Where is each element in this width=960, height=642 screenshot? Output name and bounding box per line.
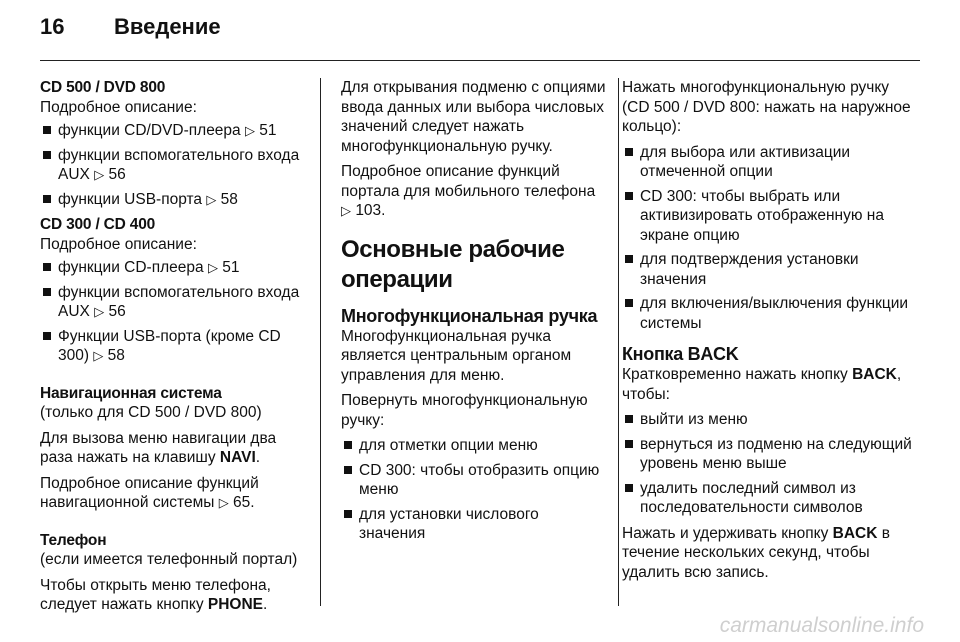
list-item: Функции USB-порта (кроме CD 300) ▷ 58 xyxy=(40,327,308,366)
telephone-note: (если имеется телефонный портал) xyxy=(40,551,298,568)
back-button-heading: Кнопка BACK xyxy=(622,344,739,364)
back-long-press: Нажать и удерживать кнопку BACK в течение нескольких секунд, чтобы удалить всю запись. xyxy=(622,524,890,581)
cd500-list xyxy=(40,121,308,209)
back-key: BACK xyxy=(832,524,878,542)
section-cd500-title: CD 500 / DVD 800 xyxy=(40,79,166,96)
column-divider-2 xyxy=(618,78,619,606)
list-item: для подтверждения установки значения xyxy=(622,250,914,289)
list-item: функции вспомогательного входа AUX ▷ 56 xyxy=(40,283,308,322)
reference-arrow-icon: ▷ xyxy=(94,304,105,319)
reference-arrow-icon: ▷ xyxy=(341,203,351,218)
header-rule xyxy=(40,60,920,61)
list-item: CD 300: чтобы выбрать или активизировать отображенную на экране опцию xyxy=(622,187,914,246)
back-list xyxy=(622,410,914,518)
reference-arrow-icon: ▷ xyxy=(207,260,218,275)
reference-arrow-icon: ▷ xyxy=(93,348,104,363)
reference-arrow-icon: ▷ xyxy=(244,123,255,138)
list-item: функции вспомогательного входа AUX ▷ 56 xyxy=(40,146,308,185)
navigation-note: (только для CD 500 / DVD 800) xyxy=(40,404,262,421)
list-item: удалить последний символ из последовательности символов xyxy=(622,479,914,518)
submenu-paragraph: Для открывания подменю с опциями ввода данных или выбора числовых значений следует нажать многофункциональную ручку. xyxy=(341,79,606,155)
section-cd300-desc: Подробное описание: xyxy=(40,235,197,253)
list-item: функции CD/DVD-плеера ▷ 51 xyxy=(40,121,308,141)
list-item: CD 300: чтобы отобразить опцию меню xyxy=(341,461,609,500)
list-item: выйти из меню xyxy=(622,410,914,430)
telephone-paragraph: Чтобы открыть меню телефона, следует нажать кнопку PHONE. xyxy=(40,576,271,613)
list-item: для включения/выключения функции системы xyxy=(622,294,914,333)
list-item: для отметки опции меню xyxy=(341,436,609,456)
back-key: BACK xyxy=(852,366,897,383)
page-number: 16 xyxy=(40,14,65,39)
press-instruction: Нажать многофункциональную ручку (CD 500 / DVD 800: нажать на наружное кольцо): xyxy=(622,79,911,135)
list-item: для выбора или активизации отмеченной опции xyxy=(622,143,914,182)
list-item: функции USB-порта ▷ 58 xyxy=(40,190,308,210)
column-divider-1 xyxy=(320,78,321,606)
navigation-paragraph: Для вызова меню навигации два раза нажать на клавишу NAVI. xyxy=(40,429,277,466)
telephone-title: Телефон xyxy=(40,531,107,549)
navigation-title: Навигационная система xyxy=(40,384,222,402)
navigation-detail: Подробное описание функций навигационной системы ▷ 65. xyxy=(40,474,259,511)
section-cd500-desc: Подробное описание: xyxy=(40,98,197,116)
column-2 xyxy=(341,78,609,550)
list-item: вернуться из подменю на следующий уровень меню выше xyxy=(622,435,914,474)
page-title: Введение xyxy=(114,14,221,39)
cd300-list xyxy=(40,258,308,366)
navi-key: NAVI xyxy=(219,449,256,466)
column-1 xyxy=(40,78,308,621)
watermark: carmanualsonline.info xyxy=(719,614,924,637)
reference-arrow-icon: ▷ xyxy=(218,495,229,510)
rotate-instruction: Повернуть многофункциональную ручку: xyxy=(341,392,588,429)
page-header xyxy=(40,14,221,40)
subsection-heading: Многофункциональная ручка xyxy=(341,305,598,326)
phone-key: PHONE xyxy=(207,596,264,613)
portal-paragraph: Подробное описание функций портала для мобильного телефона ▷ 103. xyxy=(341,163,596,219)
list-item: для установки числового значения xyxy=(341,505,609,544)
back-short-press: Кратковременно нажать кнопку BACK, чтобы: xyxy=(622,366,902,403)
knob-description: Многофункциональная ручка является центральным органом управления для меню. xyxy=(341,327,572,384)
section-cd300-title: CD 300 / CD 400 xyxy=(40,216,156,233)
press-list xyxy=(622,143,914,334)
list-item: функции CD-плеера ▷ 51 xyxy=(40,258,308,278)
column-3 xyxy=(622,78,914,588)
reference-arrow-icon: ▷ xyxy=(206,191,217,207)
reference-arrow-icon: ▷ xyxy=(94,167,105,182)
section-heading: Основные рабочие операции xyxy=(341,235,565,293)
rotate-list xyxy=(341,436,609,544)
